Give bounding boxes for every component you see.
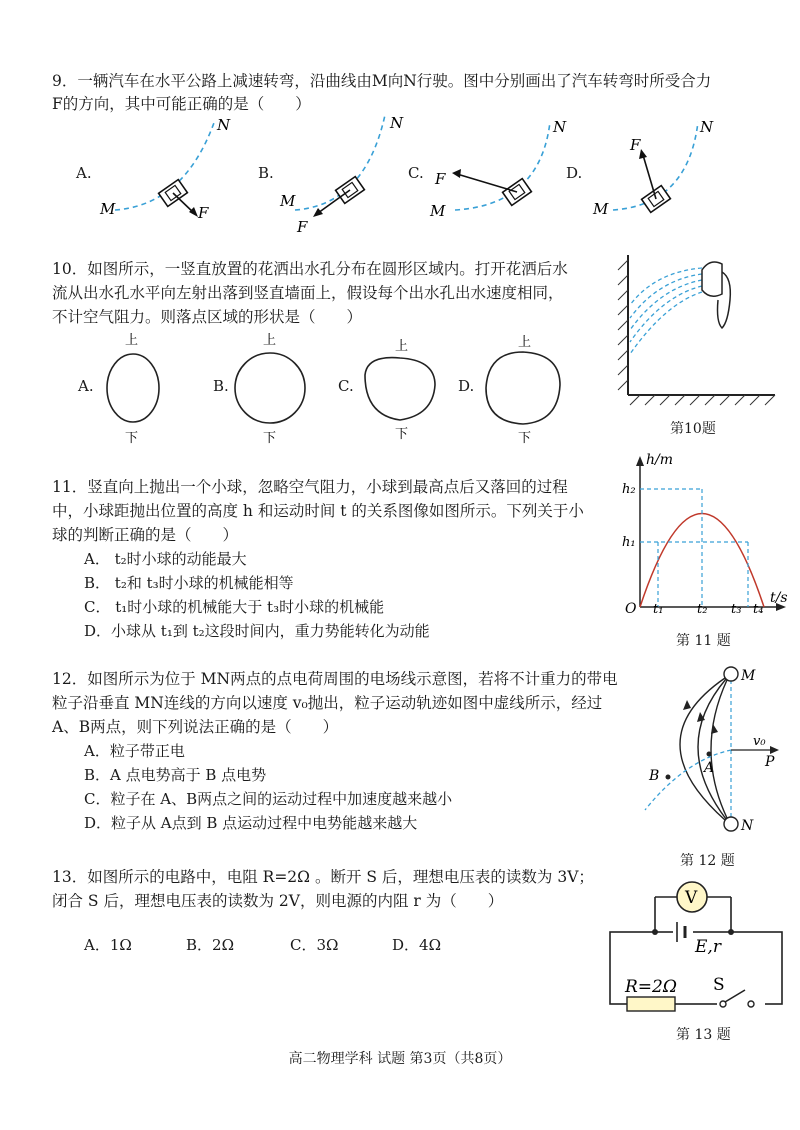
q9-d-m: M bbox=[593, 200, 609, 218]
q11-h1: h₁ bbox=[622, 535, 636, 550]
q11-option-d: D．小球从 t₁到 t₂这段时间内，重力势能转化为动能 bbox=[84, 622, 430, 640]
q11-t1: t₁ bbox=[653, 602, 664, 617]
q12-figure bbox=[625, 660, 785, 840]
q10-b-top: 上 bbox=[263, 333, 277, 348]
q9-a-m: M bbox=[100, 200, 116, 218]
q12-n-label: N bbox=[741, 818, 754, 834]
page-footer: 高二物理学科 试题 第3页（共8页） bbox=[288, 1051, 512, 1067]
q10-option-c-label: C. bbox=[338, 377, 354, 395]
q9-a-f: F bbox=[198, 204, 209, 222]
q10-option-a-label: A. bbox=[78, 377, 94, 395]
q11-y-axis: h/m bbox=[646, 452, 674, 468]
q11-option-c: C． t₁时小球的机械能大于 t₃时小球的机械能 bbox=[84, 598, 385, 616]
q11-x-axis: t/s bbox=[770, 590, 788, 606]
q9-option-c-label: C. bbox=[408, 164, 424, 182]
q13-source-label: E,r bbox=[695, 937, 721, 957]
q11-caption: 第 11 题 bbox=[676, 633, 731, 649]
q9-figure-b bbox=[275, 110, 425, 235]
q12-line2: 粒子沿垂直 MN连线的方向以速度 v₀抛出，粒子运动轨迹如图中虚线所示，经过 bbox=[52, 694, 603, 712]
q13-option-c: C．3Ω bbox=[290, 936, 339, 954]
q13-option-a: A．1Ω bbox=[84, 936, 132, 954]
switch-label: S bbox=[713, 975, 725, 995]
q10-caption: 第10题 bbox=[670, 421, 716, 437]
q10-shape-c bbox=[355, 330, 450, 445]
q12-line1: 12．如图所示为位于 MN两点的点电荷周围的电场线示意图，若将不计重力的带电 bbox=[52, 670, 618, 688]
q11-line2: 中，小球距抛出位置的高度 h 和运动时间 t 的关系图像如图所示。下列关于小 bbox=[52, 502, 584, 520]
q9-d-n: N bbox=[700, 118, 714, 136]
q11-t3: t₃ bbox=[731, 602, 742, 617]
q9-c-m: M bbox=[430, 202, 446, 220]
q9-b-f: F bbox=[297, 218, 308, 235]
q10-d-top: 上 bbox=[518, 335, 532, 350]
q10-option-d-label: D. bbox=[458, 377, 475, 395]
q9-c-n: N bbox=[553, 118, 567, 136]
q10-line2: 流从出水孔水平向左射出落到竖直墙面上，假设每个出水孔出水速度相同， bbox=[52, 284, 564, 302]
q13-line2: 闭合 S 后，理想电压表的读数为 2V，则电源的内阻 r 为（ ） bbox=[52, 892, 504, 910]
voltmeter-icon: V bbox=[685, 888, 698, 908]
q11-origin: O bbox=[625, 601, 637, 617]
q9-d-f: F bbox=[630, 136, 641, 154]
q10-options bbox=[70, 330, 590, 445]
q10-line3: 不计空气阻力。则落点区域的形状是（ ） bbox=[52, 308, 363, 326]
q13-caption: 第 13 题 bbox=[676, 1027, 731, 1043]
q10-a-top: 上 bbox=[125, 333, 139, 348]
q10-c-top: 上 bbox=[395, 339, 409, 354]
q9-b-m: M bbox=[280, 192, 296, 210]
q11-line1: 11．竖直向上抛出一个小球，忽略空气阻力，小球到最高点后又落回的过程 bbox=[52, 478, 568, 496]
q13-circuit bbox=[605, 872, 790, 1020]
q9-line2: F的方向，其中可能正确的是（ ） bbox=[52, 95, 311, 113]
q10-figure bbox=[610, 250, 780, 410]
q9-figure-a bbox=[95, 110, 245, 235]
q10-option-b-label: B. bbox=[213, 377, 229, 395]
q9-b-n: N bbox=[390, 114, 404, 132]
q13-line1: 13．如图所示的电路中，电阻 R=2Ω 。断开 S 后，理想电压表的读数为 3V； bbox=[52, 868, 594, 886]
q11-line3: 球的判断正确的是（ ） bbox=[52, 526, 239, 544]
q11-t4: t₄ bbox=[753, 602, 764, 617]
q12-line3: A、B两点，则下列说法正确的是（ ） bbox=[52, 718, 339, 736]
q11-t2: t₂ bbox=[697, 602, 708, 617]
q9-a-n: N bbox=[217, 116, 231, 134]
q9-figure-c bbox=[425, 110, 585, 235]
q12-option-b: B．A 点电势高于 B 点电势 bbox=[84, 766, 267, 784]
q12-v0-label: v₀ bbox=[753, 734, 766, 749]
q9-option-d-label: D. bbox=[566, 164, 583, 182]
q12-option-a: A．粒子带正电 bbox=[84, 742, 185, 760]
q9-c-f: F bbox=[435, 170, 446, 188]
q9-figures bbox=[70, 110, 790, 235]
q13-option-b: B．2Ω bbox=[186, 936, 235, 954]
q12-a-label: A bbox=[704, 760, 715, 776]
q11-option-b: B． t₂和 t₃时小球的机械能相等 bbox=[84, 574, 294, 592]
q11-h2: h₂ bbox=[622, 482, 636, 497]
q10-shape-d bbox=[478, 330, 573, 445]
q11-graph bbox=[620, 452, 795, 617]
q9-figure-d bbox=[588, 110, 748, 235]
q10-a-bottom: 下 bbox=[125, 431, 139, 445]
q10-b-bottom: 下 bbox=[263, 431, 277, 445]
q9-option-a-label: A. bbox=[76, 164, 92, 182]
q12-option-c: C．粒子在 A、B两点之间的运动过程中加速度越来越小 bbox=[84, 790, 453, 808]
q9-option-b-label: B. bbox=[258, 164, 274, 182]
q10-shape-a bbox=[95, 330, 175, 445]
q10-shape-b bbox=[230, 330, 320, 445]
q12-m-label: M bbox=[741, 668, 756, 684]
q10-c-bottom: 下 bbox=[395, 427, 409, 442]
q12-option-d: D．粒子从 A点到 B 点运动过程中电势能越来越大 bbox=[84, 814, 418, 832]
q12-p-label: P bbox=[765, 754, 775, 770]
q13-option-d: D．4Ω bbox=[392, 936, 442, 954]
q10-d-bottom: 下 bbox=[518, 431, 532, 445]
q13-resistor-label: R=2Ω bbox=[625, 977, 677, 997]
q11-option-a: A． t₂时小球的动能最大 bbox=[84, 550, 247, 568]
q12-b-label: B bbox=[649, 768, 660, 784]
q12-caption: 第 12 题 bbox=[680, 853, 735, 869]
q10-line1: 10．如图所示，一竖直放置的花洒出水孔分布在圆形区域内。打开花洒后水 bbox=[52, 260, 568, 278]
q9-line1: 9．一辆汽车在水平公路上减速转弯，沿曲线由M向N行驶。图中分别画出了汽车转弯时所受合力 bbox=[52, 72, 712, 90]
